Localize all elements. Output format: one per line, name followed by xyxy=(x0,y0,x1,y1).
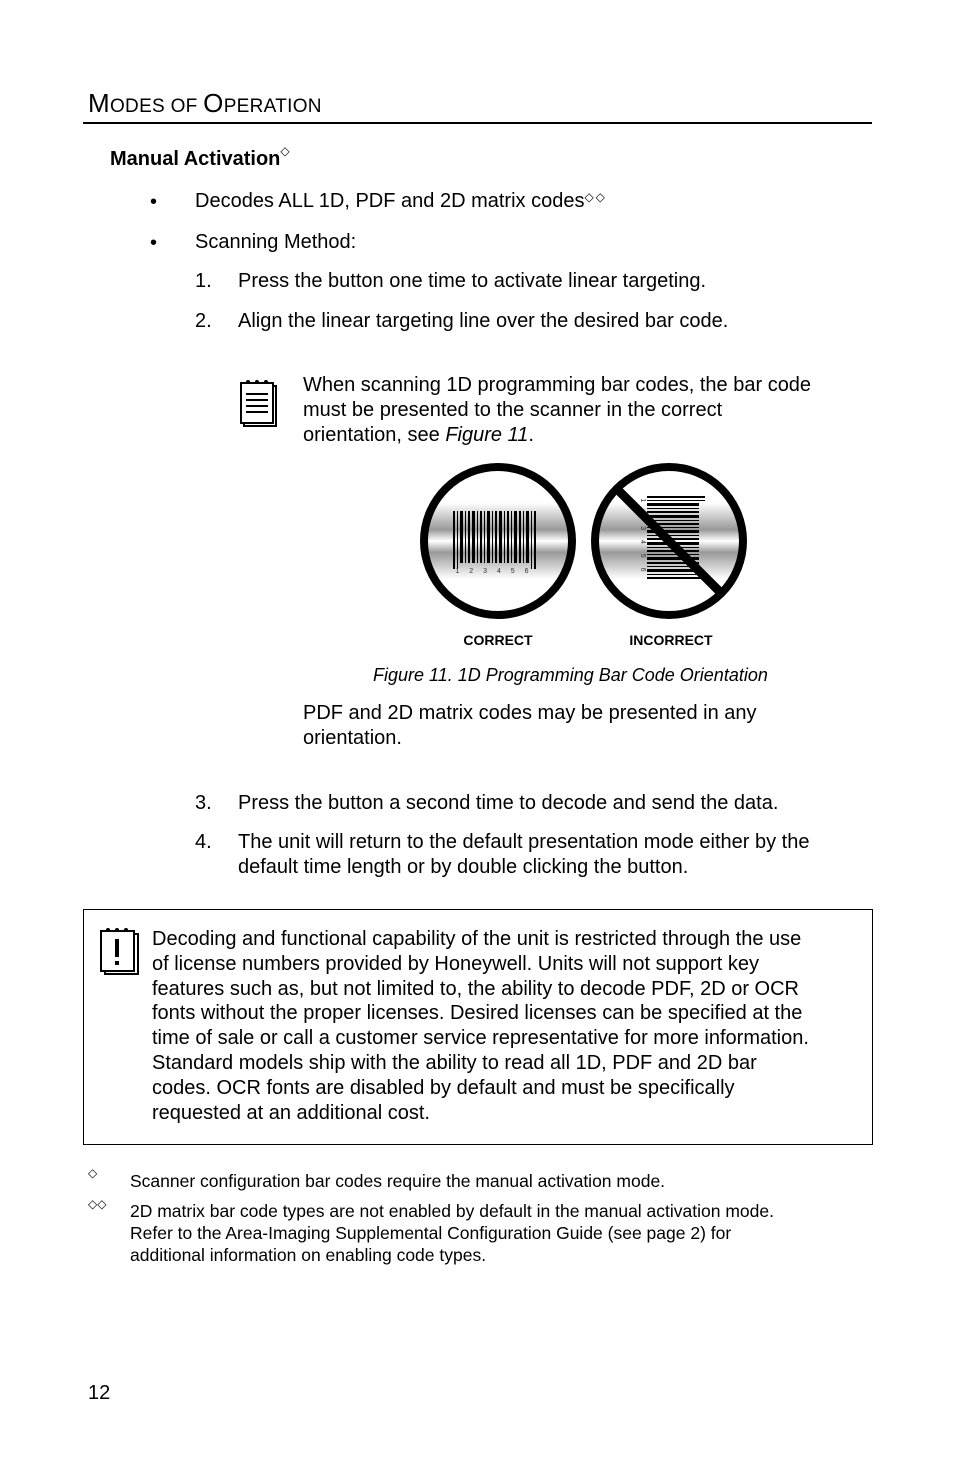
incorrect-barcode xyxy=(595,467,755,615)
note-icon xyxy=(240,378,280,428)
subheading: Manual Activation◇ xyxy=(110,144,292,170)
bullet-item: Scanning Method: xyxy=(195,231,357,253)
figure-caption: Figure 11. 1D Programming Bar Code Orientation xyxy=(373,665,768,685)
correct-barcode xyxy=(420,467,580,615)
step-number: 4. xyxy=(195,831,212,853)
step-number: 2. xyxy=(195,310,212,332)
step-text: Press the button a second time to decode and send the data. xyxy=(238,792,779,814)
footnote-marker: ◇ xyxy=(88,1166,98,1180)
page-number: 12 xyxy=(88,1382,111,1404)
footnote-marker: ◇◇ xyxy=(88,1197,107,1211)
footnote-text: 2D matrix bar code types are not enabled by default in the manual activation mode. Refer to the Area-Imaging Supplemental Configuration Guide (see page 2) for additional information on enabling code types. xyxy=(130,1201,774,1265)
warning-text: Decoding and functional capability of the unit is restricted through the use of license numbers provided by Honeywell. Units will not support key features such as, but not limited to, the ability to decode PDF, 2D or OCR fonts without the proper licenses. Desired licenses can be specified at the time of sale or call a customer service representative for more information. Standard models ship with the ability to read all 1D, PDF and 2D bar codes. OCR fonts are disabled by default and must be specifically requested at an additional cost. xyxy=(152,928,809,1124)
footnote-text: Scanner configuration bar codes require the manual activation mode. xyxy=(130,1171,666,1191)
svg-text:1 2 3 4 5 6: 1 2 3 4 5 6 xyxy=(639,498,646,576)
correct-label: CORRECT xyxy=(463,632,533,648)
step-text: Align the linear targeting line over the desired bar code. xyxy=(238,310,729,332)
note-text: When scanning 1D programming bar codes, the bar code must be presented to the scanner in the correct orientation, see Figure 11. xyxy=(303,374,812,446)
step-number: 1. xyxy=(195,270,212,292)
section-heading: MODES OF OPERATION xyxy=(88,88,322,118)
bullet-symbol: • xyxy=(150,191,158,213)
incorrect-label: INCORRECT xyxy=(629,632,713,648)
bullet-item: Decodes ALL 1D, PDF and 2D matrix codes◇◇ xyxy=(195,190,607,212)
barcode-orientation-figure xyxy=(415,455,755,655)
step-number: 3. xyxy=(195,792,212,814)
step-text: Press the button one time to activate linear targeting. xyxy=(238,270,707,292)
bullet-symbol: • xyxy=(150,232,158,254)
pdf-note: PDF and 2D matrix codes may be presented in any orientation. xyxy=(303,702,757,749)
heading-rule xyxy=(83,122,872,124)
step-text: The unit will return to the default presentation mode either by the default time length or by double clicking the button. xyxy=(238,831,810,878)
exclamation-note-icon xyxy=(100,926,142,976)
svg-text:1 2 3 4 5 6: 1 2 3 4 5 6 xyxy=(455,568,533,575)
